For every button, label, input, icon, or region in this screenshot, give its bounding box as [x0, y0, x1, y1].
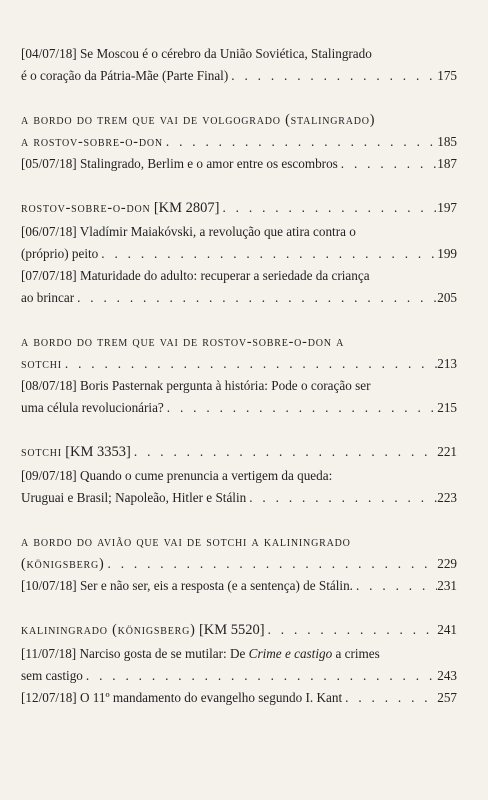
dot-leader: [164, 400, 437, 416]
toc-section-volgogrado-cont: a rostov-sobre-o-don . . . 185: [21, 134, 457, 151]
toc-section-rostov-sotchi: a bordo do trem que vai de rostov-sobre-o-don a: [21, 334, 345, 350]
page-number: 175: [437, 68, 457, 83]
dot-leader: [74, 290, 437, 306]
toc-entry-1107: [11/07/18] Narciso gosta de se mutilar: De Crime e castigo a crimes: [21, 646, 380, 661]
dot-leader: [83, 668, 437, 684]
toc-entry-0907: [09/07/18] Quando o cume prenuncia a vertigem da queda:: [21, 468, 333, 483]
page-number: 229: [437, 556, 457, 571]
toc-section-rostov: rostov-sobre-o-don [KM 2807] . . . 197: [21, 200, 457, 217]
toc-section-kaliningrado: kaliningrado (königsberg) [KM 5520] . . . 241: [21, 622, 457, 639]
dot-leader: [228, 68, 437, 84]
toc-section-sotchi: sotchi [KM 3353] . . . 221: [21, 444, 457, 461]
dot-leader: [246, 490, 437, 506]
page-number: 205: [437, 290, 457, 305]
toc-entry-0507: [05/07/18] Stalingrado, Berlim e o amor entre os escombros . . . 187: [21, 156, 457, 172]
page-number: 223: [437, 490, 457, 505]
page-number: 257: [437, 690, 457, 705]
toc-entry-1207: [12/07/18] O 11º mandamento do evangelho segundo I. Kant . . . 257: [21, 690, 457, 706]
page-number: 231: [437, 578, 457, 593]
dot-leader: [62, 356, 437, 372]
dot-leader: [265, 622, 438, 638]
dot-leader: [98, 246, 437, 262]
toc-entry-0707: [07/07/18] Maturidade do adulto: recuperar a seriedade da criança: [21, 268, 370, 283]
toc-entry-0807-cont: uma célula revolucionária? . . . 215: [21, 400, 457, 416]
toc-entry-0807: [08/07/18] Boris Pasternak pergunta à história: Pode o coração ser: [21, 378, 371, 393]
toc-section-volgogrado: a bordo do trem que vai de volgogrado (stalingrado): [21, 112, 376, 128]
page-number: 185: [437, 134, 457, 149]
toc-section-aviao-cont: (königsberg) . . . 229: [21, 556, 457, 573]
page-number: 213: [437, 356, 457, 371]
dot-leader: [353, 578, 437, 594]
page-number: 221: [437, 444, 457, 459]
page-number: 187: [437, 156, 457, 171]
toc-entry-1007: [10/07/18] Ser e não ser, eis a resposta (e a sentença) de Stálin. . . . 231: [21, 578, 457, 594]
page-number: 199: [437, 246, 457, 261]
toc-entry-0707-cont: ao brincar . . . 205: [21, 290, 457, 306]
dot-leader: [131, 444, 437, 460]
toc-entry-0607-cont: (próprio) peito . . . 199: [21, 246, 457, 262]
dot-leader: [342, 690, 437, 706]
dot-leader: [163, 134, 437, 150]
dot-leader: [105, 556, 438, 572]
dot-leader: [219, 200, 437, 216]
toc-entry-1107-cont: sem castigo . . . 243: [21, 668, 457, 684]
page-number: 215: [437, 400, 457, 415]
page-number: 197: [437, 200, 457, 215]
toc-section-aviao: a bordo do avião que vai de sotchi a kaliningrado: [21, 534, 351, 550]
page-number: 243: [437, 668, 457, 683]
toc-entry-0407: [04/07/18] Se Moscou é o cérebro da União Soviética, Stalingrado: [21, 46, 372, 61]
dot-leader: [338, 156, 437, 172]
toc-entry-0907-cont: Uruguai e Brasil; Napoleão, Hitler e Stálin . . . 223: [21, 490, 457, 506]
toc-entry-0407-cont: é o coração da Pátria-Mãe (Parte Final) . . . 175: [21, 68, 457, 84]
page-number: 241: [437, 622, 457, 637]
toc-entry-0607: [06/07/18] Vladímir Maiakóvski, a revolução que atira contra o: [21, 224, 356, 239]
toc-section-rostov-sotchi-cont: sotchi . . . 213: [21, 356, 457, 373]
